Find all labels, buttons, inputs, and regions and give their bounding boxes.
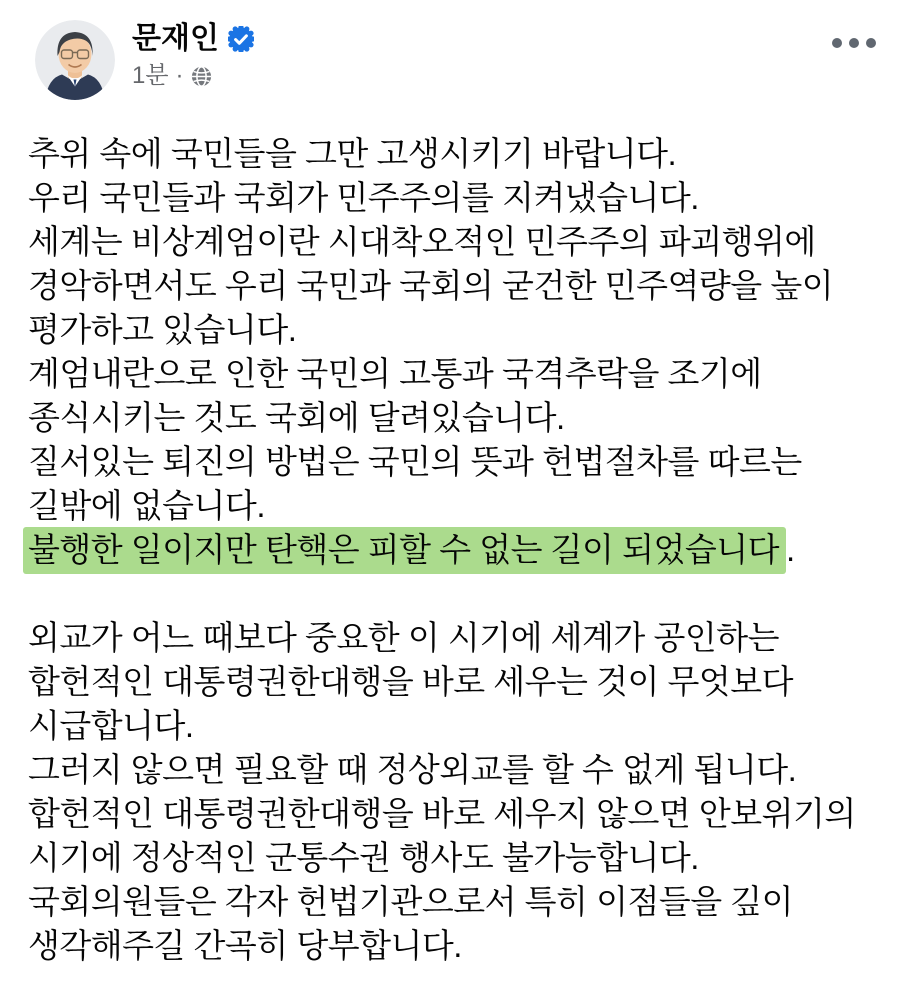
post-line: 경악하면서도 우리 국민과 국회의 굳건한 민주역량을 높이 [28,267,834,304]
post-line: 질서있는 퇴진의 방법은 국민의 뜻과 헌법절차를 따르는 [28,443,802,480]
post-line: 합헌적인 대통령권한대행을 바로 세우는 것이 무엇보다 [28,663,794,700]
post-line: 합헌적인 대통령권한대행을 바로 세우지 않으면 안보위기의 [28,795,856,832]
verified-badge-icon [228,26,254,52]
post-header [0,0,900,100]
post-line: 시기에 정상적인 군통수권 행사도 불가능합니다. [28,839,699,876]
highlighted-text: 불행한 일이지만 탄핵은 피할 수 없는 길이 되었습니다 [23,527,786,574]
post-line: 시급합니다. [28,707,194,744]
author-name[interactable]: 문재인 [132,22,219,55]
author-name-row [132,22,254,57]
post-line: 추위 속에 국민들을 그만 고생시키기 바랍니다. [28,135,677,172]
timestamp[interactable]: 1분 [132,61,169,89]
post-line: 생각해주길 간곡히 당부합니다. [28,927,462,964]
post-line: 그러지 않으면 필요할 때 정상외교를 할 수 없게 됩니다. [28,751,797,788]
avatar[interactable] [35,20,115,100]
highlight-suffix: . [786,531,795,568]
post-line: 계엄내란으로 인한 국민의 고통과 국격추락을 조기에 [28,355,762,392]
ellipsis-dot [866,38,876,48]
post-line: 길밖에 없습니다. [28,487,265,524]
header-text [132,20,254,88]
paragraph-break [28,572,872,616]
meta-separator: · [175,61,184,89]
more-options-button[interactable] [822,28,886,58]
post-line: 외교가 어느 때보다 중요한 이 시기에 세계가 공인하는 [28,619,779,656]
profile-photo-icon [35,20,115,100]
post-meta [132,61,254,89]
ellipsis-dot [832,38,842,48]
post-line: 국회의원들은 각자 헌법기관으로서 특히 이점들을 깊이 [28,883,794,920]
post-line: 세계는 비상계엄이란 시대착오적인 민주주의 파괴행위에 [28,223,816,260]
post-line: 평가하고 있습니다. [28,311,297,348]
ellipsis-dot [849,38,859,48]
post-text [0,132,900,968]
post-line: 종식시키는 것도 국회에 달려있습니다. [28,399,565,436]
globe-public-icon [191,66,212,87]
post-line: 우리 국민들과 국회가 민주주의를 지켜냈습니다. [28,179,699,216]
post-line-highlighted [28,528,872,572]
